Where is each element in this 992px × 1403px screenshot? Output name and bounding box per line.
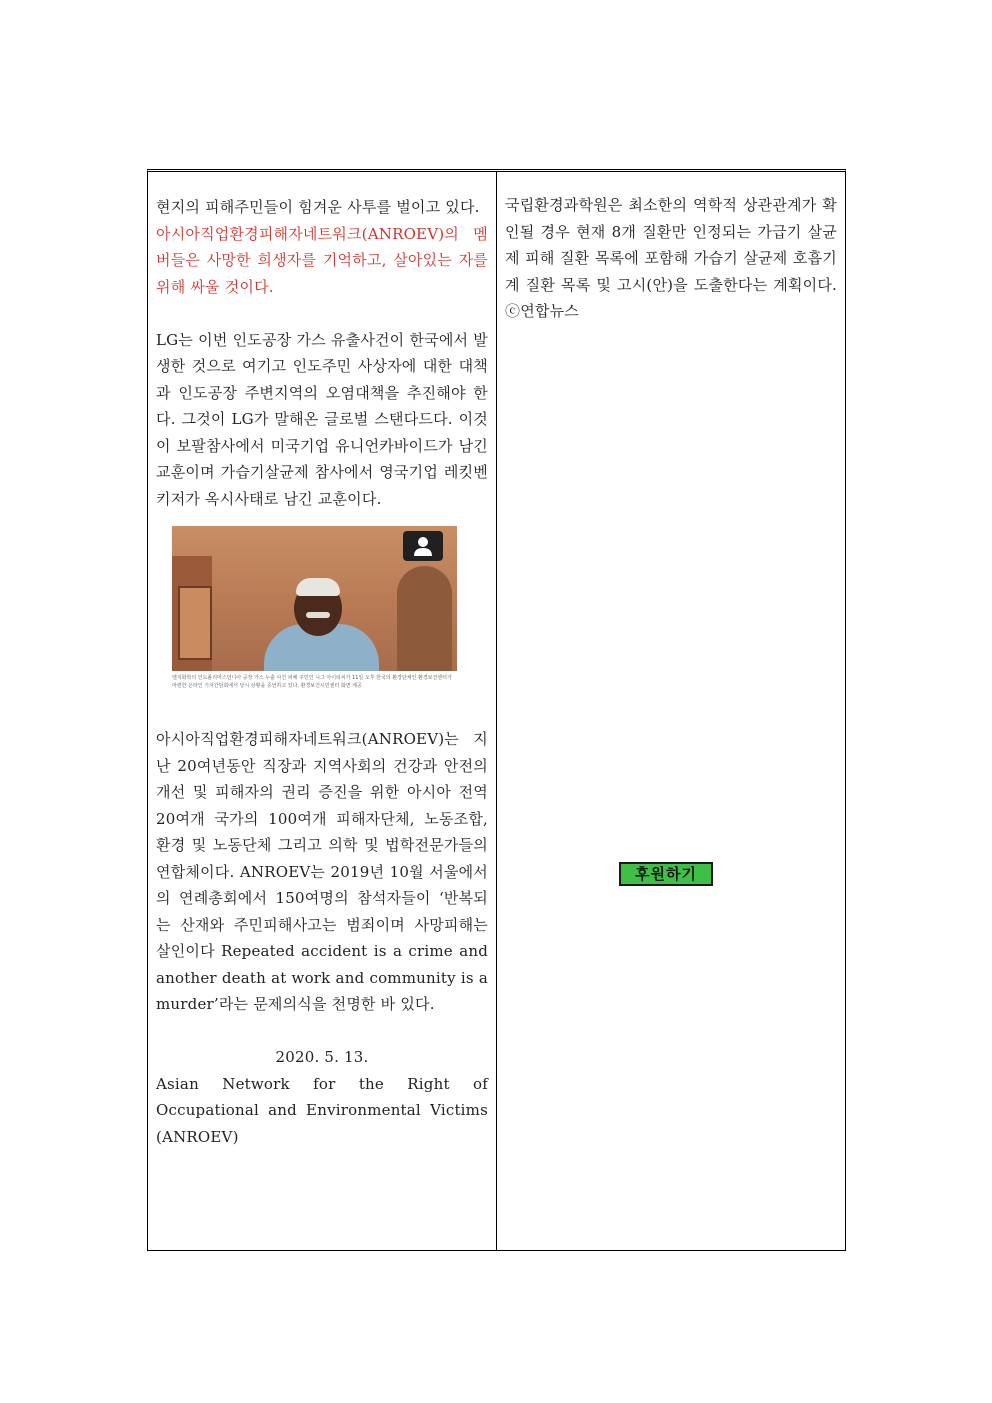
document-table	[147, 169, 846, 1251]
photo-window	[178, 586, 212, 660]
paragraph-lg-responsibility: LG는 이번 인도공장 가스 유출사건이 한국에서 발생한 것으로 여기고 인도주민 사상자에 대한 대책과 인도공장 주변지역의 오염대책을 추진해야 한다. 그것이 LG가 말해온 글로벌 스탠다드다. 이것이 보팔참사에서 미국기업 유니언카바이드가 남긴 교훈이며 가습기살균제 참사에서 영국기업 레킷벤키저가 옥시사태로 남긴 교훈이다.	[156, 330, 488, 508]
spacer	[156, 1018, 488, 1045]
paragraph-institute-plan: 국립환경과학원은 최소한의 역학적 상관관계가 확인될 경우 현재 8개 질환만 인정되는 가급기 살균제 피해 질환 목록에 포함해 가습기 살균제 호흡기계 질환 목록 및 고시(안)을 도출한다는 계획이다. ⓒ연합뉴스	[505, 196, 837, 320]
right-column	[497, 172, 845, 1250]
paragraph-anroev-commitment: 아시아직업환경피해자네트워크(ANROEV)의 멤버들은 사망한 희생자를 기억하고, 살아있는 자를 위해 싸울 것이다.	[156, 224, 488, 296]
spacer	[156, 690, 488, 726]
user-silhouette-icon-svg	[412, 535, 434, 557]
donate-button[interactable]: 후원하기	[619, 862, 713, 886]
spacer	[156, 300, 488, 327]
photo-caption: 엘지화학의 인도폴리머스인디아 공장 가스 누출 사건 피해 주민인 니그 아이티씨가 11일 오후 한국의 환경단체인 환경보건센터가 마련한 온라인 기자간담회에서 당시 상황을 증언하고 있다. 환경보건시민센터 화면 제공	[172, 675, 452, 689]
document-date: 2020. 5. 13.	[275, 1048, 369, 1066]
paragraph-anroev-description: 아시아직업환경피해자네트워크(ANROEV)는 지난 20여년동안 직장과 지역사회의 건강과 안전의 개선 및 피해자의 권리 증진을 위한 아시아 전역 20여개 국가의 100여개 피해자단체, 노동조합, 환경 및 노동단체 그리고 의학 및 법학전문가들의 연합체이다. ANROEV는 2019년 10월 서울에서의 연례총회에서 150여명의 참석자들이 ‘반복되는 산재와 주민피해사고는 범죄이며 사망피해는 살인이다 Repeated accident is a crime and another death at work and community is a murder’라는 문제의식을 천명한 바 있다.	[156, 730, 488, 1013]
photo-person-moustache	[306, 612, 330, 618]
user-silhouette-icon	[403, 531, 443, 561]
organization-signature: Asian Network for the Right of Occupational and Environmental Victims (ANROEV)	[156, 1074, 488, 1146]
photo-doorway	[397, 566, 452, 671]
paragraph-victims-struggle: 현지의 피해주민들이 힘겨운 사투를 벌이고 있다.	[156, 198, 480, 216]
video-conference-photo	[172, 526, 457, 671]
left-column	[148, 172, 496, 1250]
photo-person-hair	[296, 578, 340, 596]
